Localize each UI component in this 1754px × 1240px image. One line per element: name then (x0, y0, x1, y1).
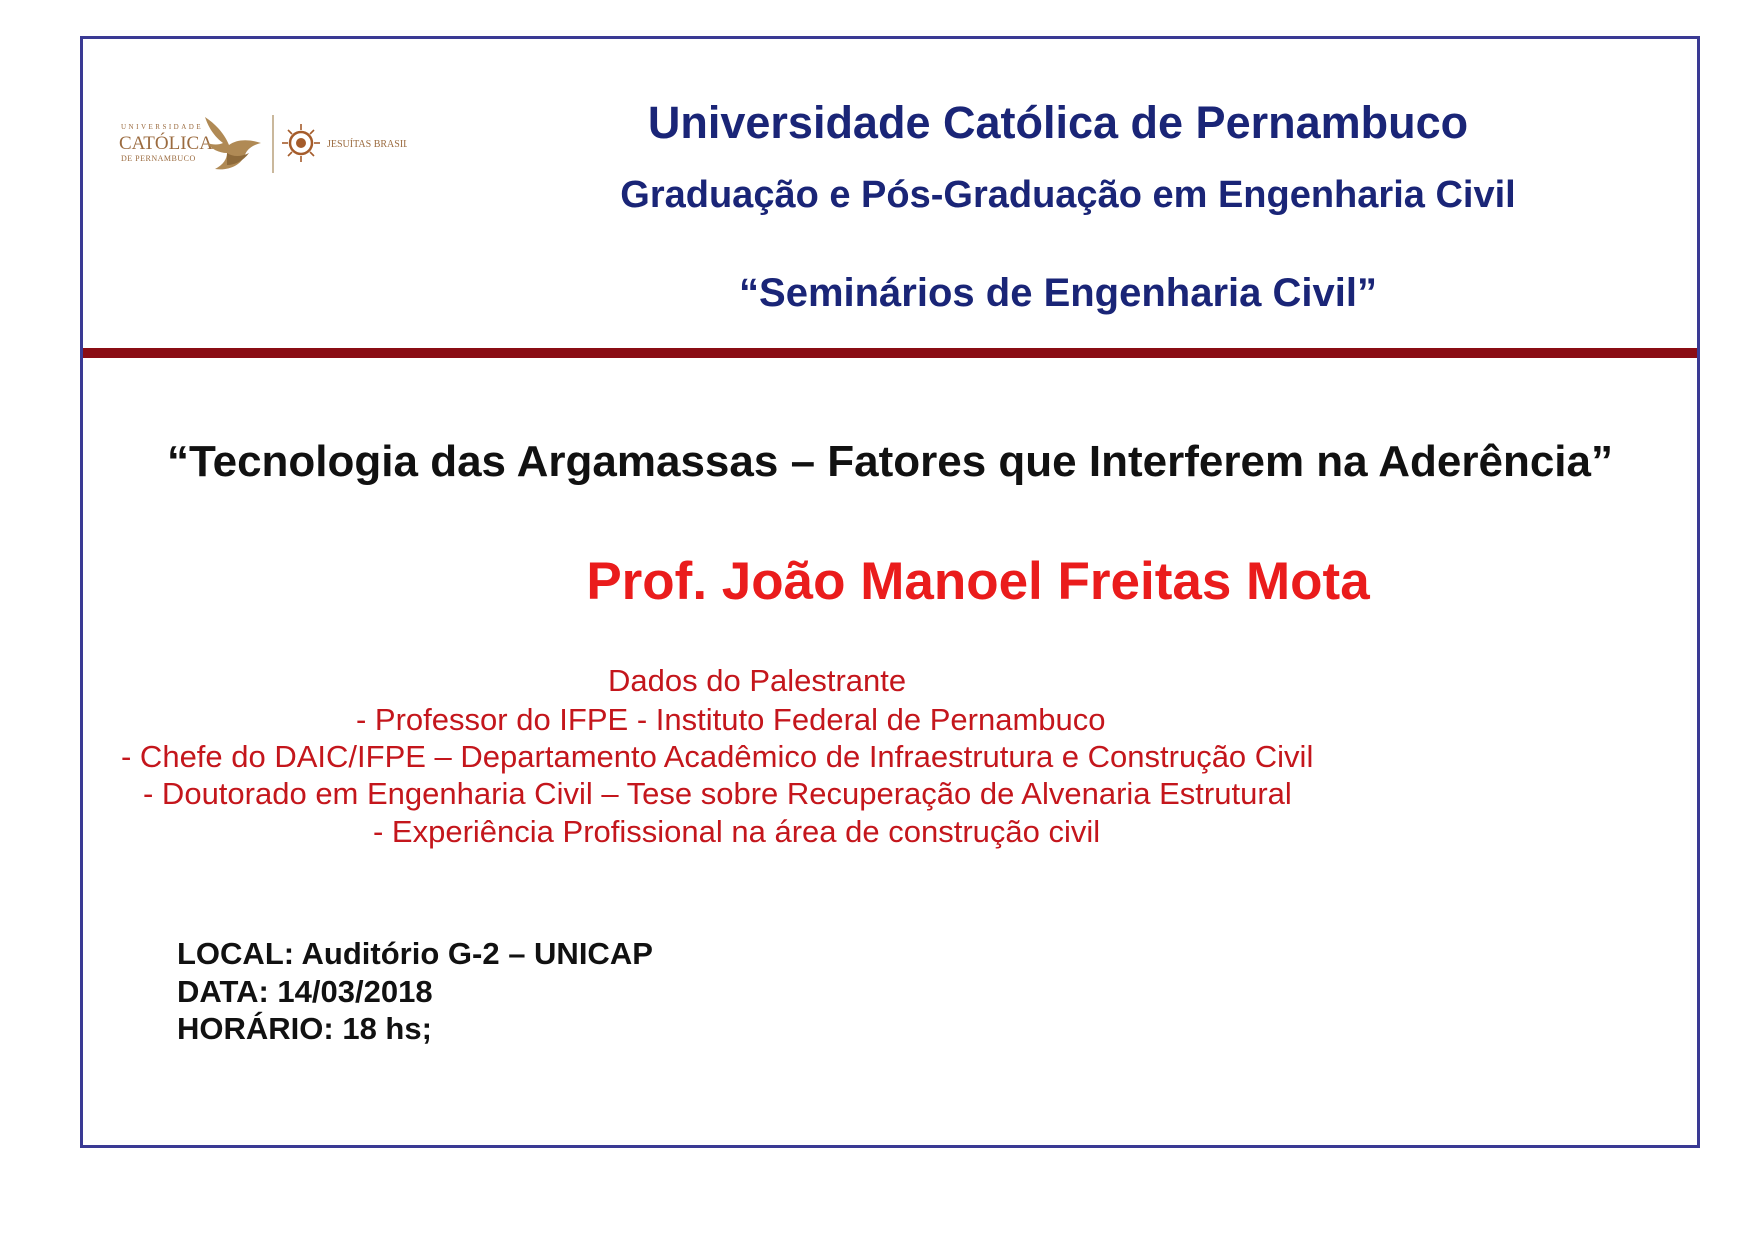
event-time: HORÁRIO: 18 hs; (177, 1011, 432, 1046)
bio-item: - Doutorado em Engenharia Civil – Tese sobre Recuperação de Alvenaria Estrutural (143, 776, 1292, 811)
speaker-name: Prof. João Manoel Freitas Mota (586, 552, 1370, 611)
bio-item: - Chefe do DAIC/IFPE – Departamento Acadêmico de Infraestrutura e Construção Civil (121, 739, 1314, 774)
unicap-jesuits-logo (117, 99, 407, 189)
event-date: DATA: 14/03/2018 (177, 974, 433, 1009)
talk-title: “Tecnologia das Argamassas – Fatores que Interferem na Aderência” (167, 437, 1613, 486)
logo-univ-name: CATÓLICA (119, 133, 213, 154)
logo-graphic (117, 99, 407, 189)
header-divider (83, 348, 1697, 358)
logo-univ-city: DE PERNAMBUCO (121, 154, 196, 163)
sun-emblem-icon (282, 124, 320, 162)
logo-univ-small: UNIVERSIDADE (121, 123, 204, 131)
university-title: Universidade Católica de Pernambuco (647, 97, 1469, 148)
bio-item: - Experiência Profissional na área de construção civil (373, 814, 1101, 849)
dove-icon (205, 117, 261, 169)
program-title: Graduação e Pós-Graduação em Engenharia Civil (620, 174, 1516, 216)
bio-item: - Professor do IFPE - Instituto Federal de Pernambuco (356, 702, 1106, 737)
seminar-series-title: “Seminários de Engenharia Civil” (739, 271, 1377, 315)
bio-heading: Dados do Palestrante (608, 663, 907, 698)
logo-jesuits: JESUÍTAS BRASIL (327, 139, 407, 150)
event-location: LOCAL: Auditório G-2 – UNICAP (177, 936, 653, 971)
poster-frame (80, 36, 1700, 1148)
